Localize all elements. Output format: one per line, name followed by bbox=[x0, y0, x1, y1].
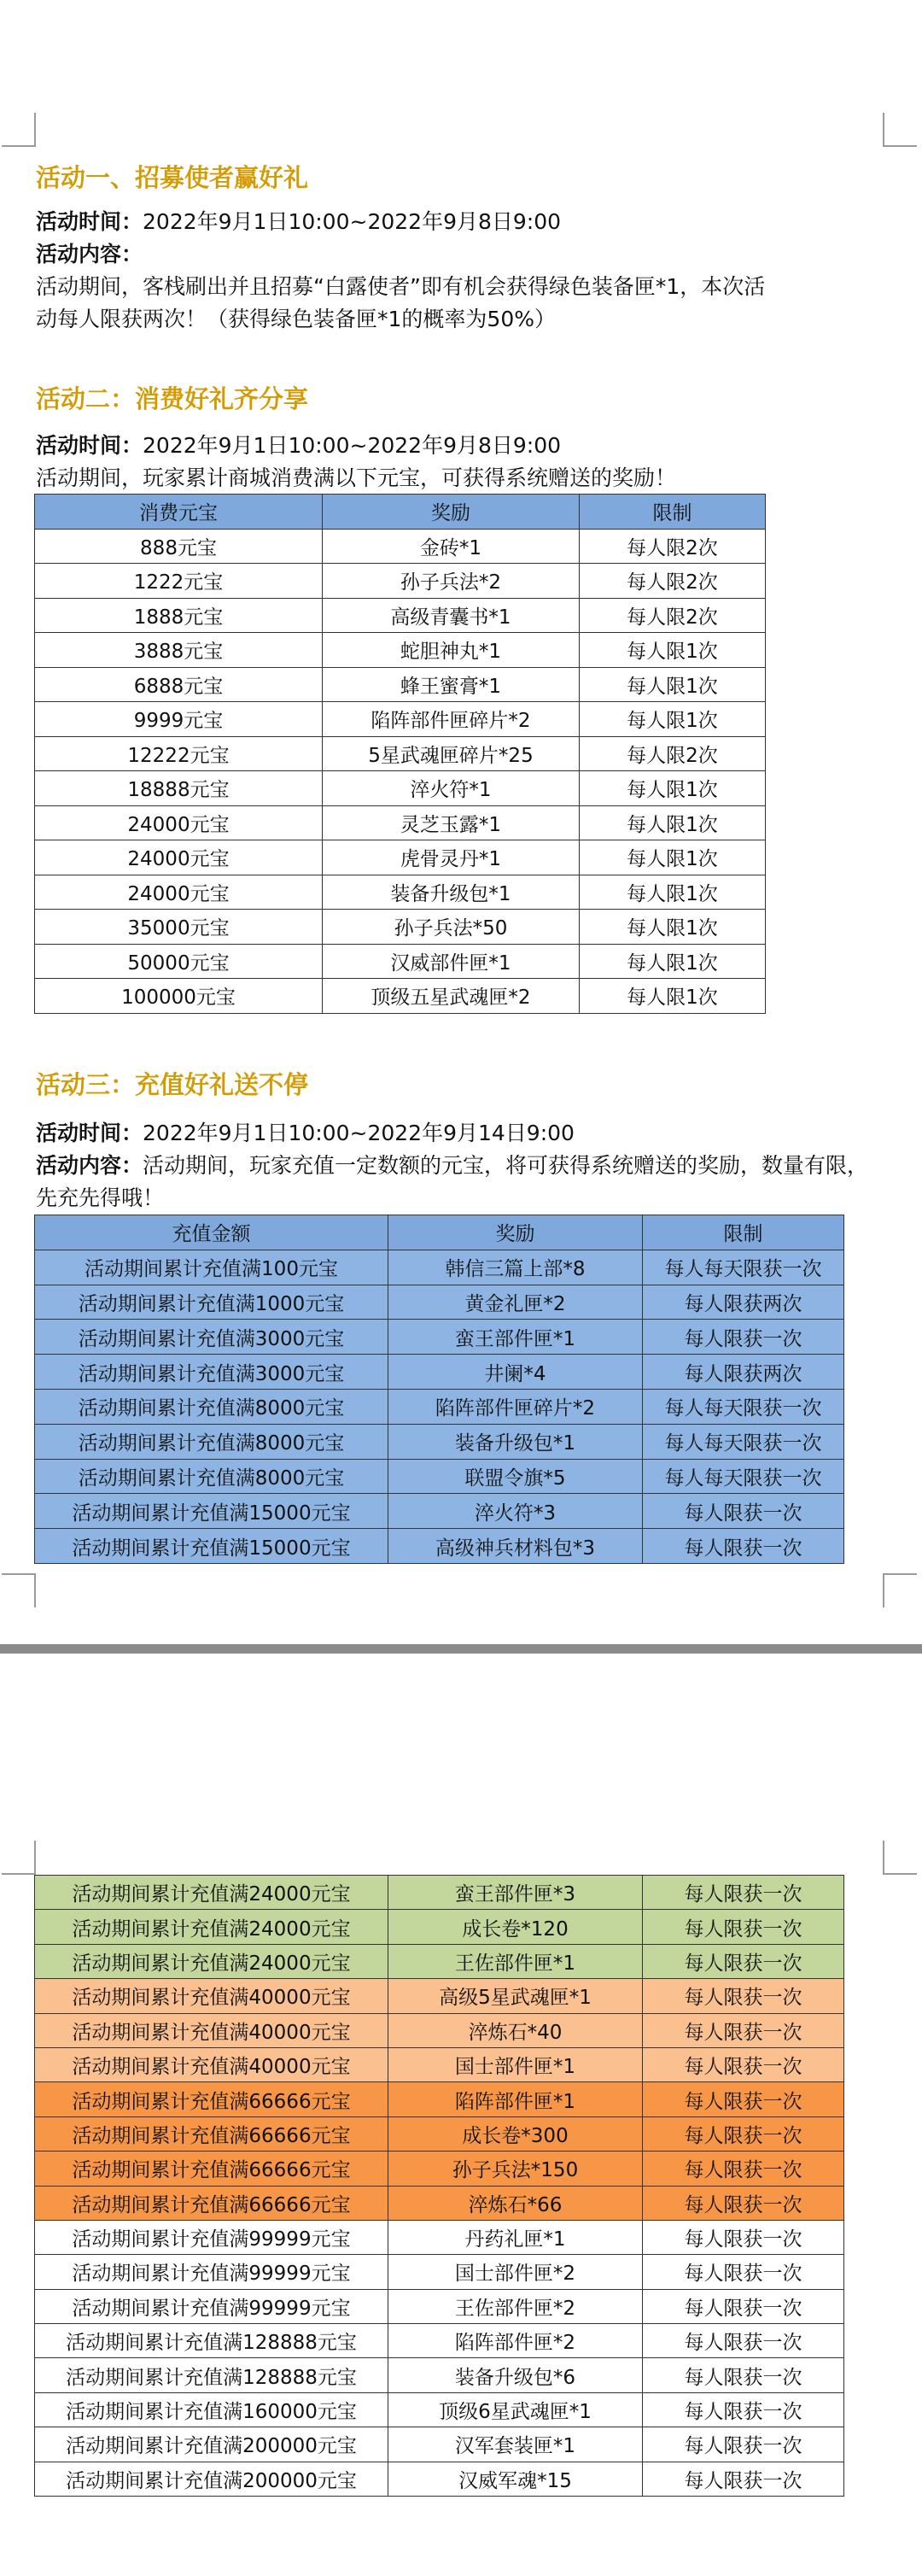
table-cell: 每人限获两次 bbox=[643, 1285, 844, 1320]
table-row bbox=[35, 1355, 844, 1390]
table-cell: 18888元宝 bbox=[35, 771, 323, 806]
table-row bbox=[35, 1944, 844, 1978]
table-cell: 活动期间累计充值满66666元宝 bbox=[35, 2082, 388, 2116]
corner-mark-top-left bbox=[2, 1841, 36, 1875]
table-cell: 孙子兵法*2 bbox=[323, 564, 580, 599]
table-cell: 活动期间累计充值满24000元宝 bbox=[35, 1876, 388, 1910]
table-cell: 活动期间累计充值满100元宝 bbox=[35, 1250, 388, 1285]
table-cell: 每人限2次 bbox=[580, 529, 766, 564]
content-label: 活动内容： bbox=[36, 1153, 143, 1178]
table-cell: 王佐部件匣*1 bbox=[388, 1944, 643, 1978]
table-cell: 活动期间累计充值满24000元宝 bbox=[35, 1910, 388, 1944]
table-row bbox=[35, 2255, 844, 2289]
table-row bbox=[35, 1424, 844, 1459]
table-cell: 孙子兵法*150 bbox=[388, 2152, 643, 2186]
table-cell: 活动期间累计充值满160000元宝 bbox=[35, 2392, 388, 2427]
table-cell: 5星武魂匣碎片*25 bbox=[323, 736, 580, 771]
table-row bbox=[35, 2392, 844, 2427]
table-row bbox=[35, 1494, 844, 1529]
table-cell: 活动期间累计充值满200000元宝 bbox=[35, 2427, 388, 2462]
table-cell: 活动期间累计充值满1000元宝 bbox=[35, 1285, 388, 1320]
table-cell: 汉军套装匣*1 bbox=[388, 2427, 643, 2462]
table-cell: 12222元宝 bbox=[35, 736, 323, 771]
table-cell: 每人限2次 bbox=[580, 564, 766, 599]
time-value: 2022年9月1日10:00~2022年9月14日9:00 bbox=[143, 1121, 575, 1145]
header-cell: 奖励 bbox=[388, 1215, 643, 1250]
table-row bbox=[35, 840, 766, 875]
table-row bbox=[35, 633, 766, 668]
table-cell: 每人限1次 bbox=[580, 633, 766, 668]
table-row bbox=[35, 1250, 844, 1285]
corner-mark-top-right bbox=[883, 1841, 917, 1875]
table-cell: 活动期间累计充值满200000元宝 bbox=[35, 2462, 388, 2496]
activity3-title: 活动三：充值好礼送不停 bbox=[36, 1070, 309, 1099]
table-cell: 韩信三篇上部*8 bbox=[388, 1250, 643, 1285]
table-cell: 活动期间累计充值满99999元宝 bbox=[35, 2220, 388, 2254]
table-cell: 顶级6星武魂匣*1 bbox=[388, 2392, 643, 2427]
table-cell: 活动期间累计充值满8000元宝 bbox=[35, 1389, 388, 1424]
activity1-content-line2: 动每人限获两次！（获得绿色装备匣*1的概率为50%） bbox=[36, 307, 556, 331]
table-cell: 活动期间累计充值满15000元宝 bbox=[35, 1529, 388, 1564]
table-cell: 100000元宝 bbox=[35, 979, 323, 1014]
table-cell: 孙子兵法*50 bbox=[323, 910, 580, 945]
table-cell: 活动期间累计充值满66666元宝 bbox=[35, 2186, 388, 2220]
table-cell: 每人限获一次 bbox=[643, 2358, 844, 2392]
table-cell: 每人限获一次 bbox=[643, 2116, 844, 2151]
table-row bbox=[35, 564, 766, 599]
table-cell: 汉威军魂*15 bbox=[388, 2462, 643, 2496]
table-cell: 50000元宝 bbox=[35, 944, 323, 979]
table-cell: 活动期间累计充值满15000元宝 bbox=[35, 1494, 388, 1529]
table-cell: 每人限获一次 bbox=[643, 1876, 844, 1910]
activity1-time bbox=[36, 206, 872, 238]
table-row bbox=[35, 1910, 844, 1944]
table-cell: 高级青囊书*1 bbox=[323, 598, 580, 633]
time-label: 活动时间： bbox=[36, 209, 143, 234]
table-cell: 每人限获一次 bbox=[643, 2082, 844, 2116]
table-cell: 每人每天限获一次 bbox=[643, 1424, 844, 1459]
table-row bbox=[35, 1459, 844, 1494]
table-cell: 每人限获一次 bbox=[643, 2220, 844, 2254]
activity3-content-line1 bbox=[36, 1150, 872, 1182]
table-cell: 活动期间累计充值满40000元宝 bbox=[35, 2013, 388, 2047]
table-row bbox=[35, 805, 766, 840]
table-cell: 黄金礼匣*2 bbox=[388, 1285, 643, 1320]
table-row bbox=[35, 2152, 844, 2186]
table-row bbox=[35, 910, 766, 945]
table-cell: 装备升级包*1 bbox=[323, 875, 580, 910]
table-row bbox=[35, 1529, 844, 1564]
table-cell: 虎骨灵丹*1 bbox=[323, 840, 580, 875]
table-cell: 每人限获一次 bbox=[643, 1320, 844, 1355]
activity3-content-line2: 先充先得哦！ bbox=[36, 1186, 165, 1210]
table-cell: 活动期间累计充值满66666元宝 bbox=[35, 2116, 388, 2151]
content-label: 活动内容： bbox=[36, 242, 143, 266]
table-cell: 每人限1次 bbox=[580, 702, 766, 737]
header-cell: 充值金额 bbox=[35, 1215, 388, 1250]
activity2-section bbox=[36, 382, 872, 495]
recharge-reward-table-continued bbox=[34, 1875, 844, 2497]
table-cell: 3888元宝 bbox=[35, 633, 323, 668]
table-cell: 活动期间累计充值满99999元宝 bbox=[35, 2255, 388, 2289]
table-cell: 每人限1次 bbox=[580, 667, 766, 702]
table-row bbox=[35, 736, 766, 771]
table-cell: 每人限1次 bbox=[580, 875, 766, 910]
table-row bbox=[35, 2220, 844, 2254]
table-cell: 国士部件匣*1 bbox=[388, 2047, 643, 2081]
table-cell: 汉威部件匣*1 bbox=[323, 944, 580, 979]
time-label: 活动时间： bbox=[36, 1121, 143, 1145]
activity2-description: 活动期间，玩家累计商城消费满以下元宝，可获得系统赠送的奖励！ bbox=[36, 465, 677, 490]
table-cell: 装备升级包*6 bbox=[388, 2358, 643, 2392]
table-row bbox=[35, 979, 766, 1014]
corner-mark-bottom-left bbox=[2, 1573, 36, 1607]
table-cell: 井阑*4 bbox=[388, 1355, 643, 1390]
table-cell: 每人每天限获一次 bbox=[643, 1459, 844, 1494]
table-row bbox=[35, 2116, 844, 2151]
table-row bbox=[35, 2324, 844, 2358]
table-cell: 35000元宝 bbox=[35, 910, 323, 945]
table-header-row bbox=[35, 1215, 844, 1250]
table-cell: 陷阵部件匣*1 bbox=[388, 2082, 643, 2116]
table-cell: 淬炼石*66 bbox=[388, 2186, 643, 2220]
activity3-time bbox=[36, 1117, 872, 1150]
table-cell: 活动期间累计充值满3000元宝 bbox=[35, 1320, 388, 1355]
table-cell: 顶级五星武魂匣*2 bbox=[323, 979, 580, 1014]
table-cell: 金砖*1 bbox=[323, 529, 580, 564]
table-cell: 每人限1次 bbox=[580, 771, 766, 806]
table-cell: 联盟令旗*5 bbox=[388, 1459, 643, 1494]
table-cell: 成长卷*300 bbox=[388, 2116, 643, 2151]
table-cell: 每人限获一次 bbox=[643, 2427, 844, 2462]
table-cell: 淬火符*3 bbox=[388, 1494, 643, 1529]
table-cell: 装备升级包*1 bbox=[388, 1424, 643, 1459]
header-cell: 限制 bbox=[643, 1215, 844, 1250]
table-row bbox=[35, 1876, 844, 1910]
header-cell: 消费元宝 bbox=[35, 495, 323, 530]
table-cell: 活动期间累计充值满128888元宝 bbox=[35, 2358, 388, 2392]
table-row bbox=[35, 598, 766, 633]
table-cell: 淬炼石*40 bbox=[388, 2013, 643, 2047]
table-cell: 蜂王蜜膏*1 bbox=[323, 667, 580, 702]
table-row bbox=[35, 1979, 844, 2013]
table-row bbox=[35, 2013, 844, 2047]
table-cell: 6888元宝 bbox=[35, 667, 323, 702]
table-cell: 每人限获一次 bbox=[643, 2186, 844, 2220]
table-cell: 每人限获一次 bbox=[643, 2047, 844, 2081]
table-row bbox=[35, 1389, 844, 1424]
recharge-reward-table bbox=[34, 1215, 844, 1564]
table-cell: 每人限1次 bbox=[580, 805, 766, 840]
table-row bbox=[35, 2186, 844, 2220]
table-cell: 每人限1次 bbox=[580, 944, 766, 979]
table-cell: 9999元宝 bbox=[35, 702, 323, 737]
activity1-content-label bbox=[36, 238, 872, 271]
table-cell: 活动期间累计充值满66666元宝 bbox=[35, 2152, 388, 2186]
table-cell: 丹药礼匣*1 bbox=[388, 2220, 643, 2254]
table-row bbox=[35, 1285, 844, 1320]
table-cell: 每人限获一次 bbox=[643, 1979, 844, 2013]
table-cell: 蛮王部件匣*1 bbox=[388, 1320, 643, 1355]
table-row bbox=[35, 702, 766, 737]
table-cell: 每人限获一次 bbox=[643, 1494, 844, 1529]
table-cell: 每人限获一次 bbox=[643, 2462, 844, 2496]
table-row bbox=[35, 2427, 844, 2462]
table-row bbox=[35, 2358, 844, 2392]
table-cell: 每人限1次 bbox=[580, 910, 766, 945]
table-cell: 1888元宝 bbox=[35, 598, 323, 633]
table-row bbox=[35, 2462, 844, 2496]
table-cell: 每人限1次 bbox=[580, 979, 766, 1014]
table-cell: 活动期间累计充值满99999元宝 bbox=[35, 2289, 388, 2323]
table-cell: 每人限获一次 bbox=[643, 2152, 844, 2186]
table-cell: 王佐部件匣*2 bbox=[388, 2289, 643, 2323]
activity2-title: 活动二：消费好礼齐分享 bbox=[36, 384, 309, 413]
table-cell: 陷阵部件匣碎片*2 bbox=[388, 1389, 643, 1424]
activity1-title: 活动一、招募使者赢好礼 bbox=[36, 163, 309, 192]
table-cell: 每人限获一次 bbox=[643, 1944, 844, 1978]
activity1-section bbox=[36, 161, 872, 336]
table-cell: 活动期间累计充值满8000元宝 bbox=[35, 1424, 388, 1459]
time-value: 2022年9月1日10:00~2022年9月8日9:00 bbox=[143, 209, 562, 234]
table-cell: 活动期间累计充值满8000元宝 bbox=[35, 1459, 388, 1494]
table-cell: 活动期间累计充值满3000元宝 bbox=[35, 1355, 388, 1390]
table-cell: 每人限获一次 bbox=[643, 2255, 844, 2289]
table-row bbox=[35, 771, 766, 806]
table-header-row bbox=[35, 495, 766, 530]
table-cell: 陷阵部件匣碎片*2 bbox=[323, 702, 580, 737]
table-cell: 蛮王部件匣*3 bbox=[388, 1876, 643, 1910]
table-cell: 每人限获两次 bbox=[643, 1355, 844, 1390]
time-value: 2022年9月1日10:00~2022年9月8日9:00 bbox=[143, 433, 562, 458]
corner-mark-top-left bbox=[2, 113, 36, 147]
consumption-reward-table bbox=[34, 494, 766, 1014]
table-cell: 成长卷*120 bbox=[388, 1910, 643, 1944]
table-cell: 24000元宝 bbox=[35, 805, 323, 840]
table-cell: 活动期间累计充值满128888元宝 bbox=[35, 2324, 388, 2358]
table-cell: 888元宝 bbox=[35, 529, 323, 564]
table-cell: 每人限获一次 bbox=[643, 1910, 844, 1944]
table-cell: 灵芝玉露*1 bbox=[323, 805, 580, 840]
corner-mark-top-right bbox=[883, 113, 917, 147]
table-row bbox=[35, 2082, 844, 2116]
table-cell: 每人限获一次 bbox=[643, 1529, 844, 1564]
table-cell: 每人限2次 bbox=[580, 598, 766, 633]
table-cell: 陷阵部件匣*2 bbox=[388, 2324, 643, 2358]
table-cell: 国士部件匣*2 bbox=[388, 2255, 643, 2289]
table-cell: 每人限1次 bbox=[580, 840, 766, 875]
header-cell: 奖励 bbox=[323, 495, 580, 530]
table-row bbox=[35, 529, 766, 564]
table-cell: 淬火符*1 bbox=[323, 771, 580, 806]
table-cell: 1222元宝 bbox=[35, 564, 323, 599]
activity2-time bbox=[36, 430, 872, 462]
content-text: 活动期间，玩家充值一定数额的元宝，将可获得系统赠送的奖励，数量有限， bbox=[143, 1153, 869, 1178]
table-cell: 每人限获一次 bbox=[643, 2324, 844, 2358]
table-row bbox=[35, 667, 766, 702]
table-cell: 高级5星武魂匣*1 bbox=[388, 1979, 643, 2013]
activity1-content-line1: 活动期间，客栈刷出并且招募“白露使者”即有机会获得绿色装备匣*1，本次活 bbox=[36, 274, 766, 299]
table-cell: 活动期间累计充值满24000元宝 bbox=[35, 1944, 388, 1978]
table-row bbox=[35, 2047, 844, 2081]
table-cell: 活动期间累计充值满40000元宝 bbox=[35, 1979, 388, 2013]
table-cell: 每人每天限获一次 bbox=[643, 1250, 844, 1285]
table-cell: 蛇胆神丸*1 bbox=[323, 633, 580, 668]
time-label: 活动时间： bbox=[36, 433, 143, 458]
table-cell: 活动期间累计充值满40000元宝 bbox=[35, 2047, 388, 2081]
table-cell: 每人限获一次 bbox=[643, 2013, 844, 2047]
table-row bbox=[35, 2289, 844, 2323]
table-row bbox=[35, 1320, 844, 1355]
table-cell: 每人限2次 bbox=[580, 736, 766, 771]
header-cell: 限制 bbox=[580, 495, 766, 530]
table-row bbox=[35, 875, 766, 910]
table-cell: 24000元宝 bbox=[35, 875, 323, 910]
activity3-section bbox=[36, 1068, 872, 1215]
table-row bbox=[35, 944, 766, 979]
table-cell: 每人每天限获一次 bbox=[643, 1389, 844, 1424]
table-cell: 24000元宝 bbox=[35, 840, 323, 875]
table-cell: 高级神兵材料包*3 bbox=[388, 1529, 643, 1564]
corner-mark-bottom-right bbox=[883, 1573, 917, 1607]
table-cell: 每人限获一次 bbox=[643, 2392, 844, 2427]
table-cell: 每人限获一次 bbox=[643, 2289, 844, 2323]
page-divider bbox=[0, 1644, 922, 1654]
